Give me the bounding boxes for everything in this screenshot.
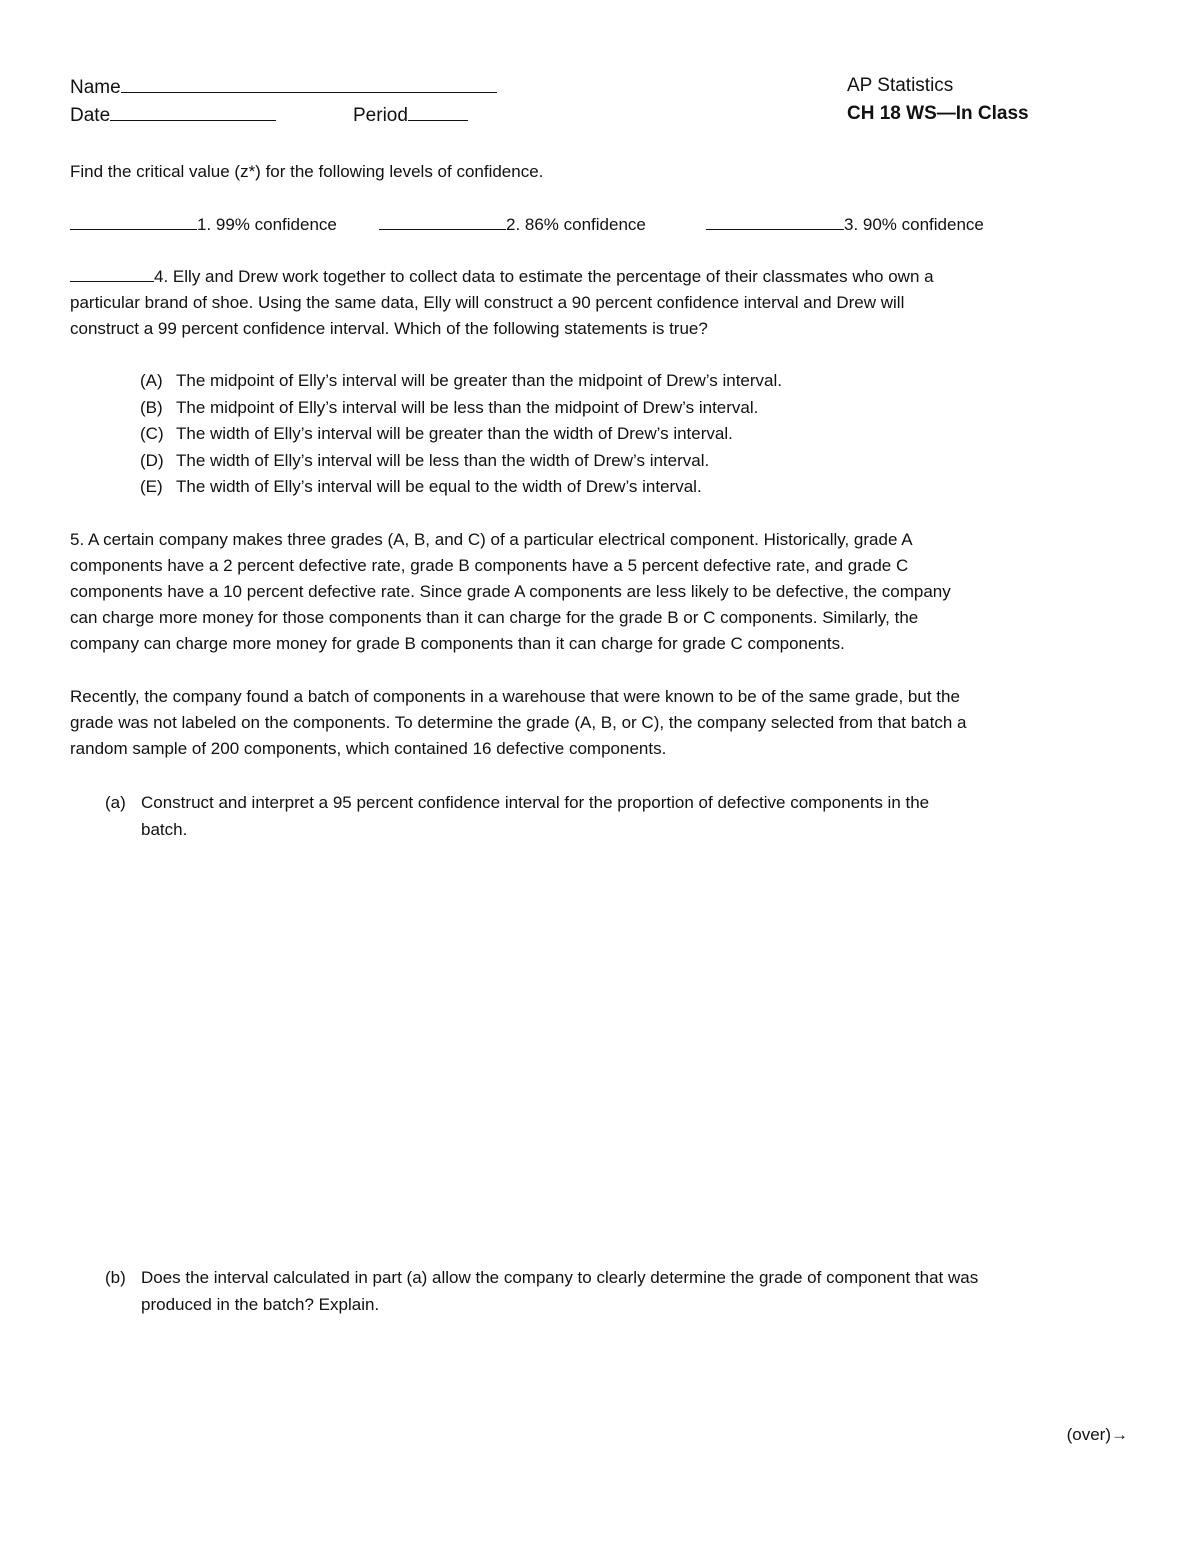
choice-b[interactable] <box>140 395 1130 422</box>
critical-value-label-1: 1. 99% confidence <box>197 215 337 234</box>
choice-a[interactable] <box>140 368 1130 395</box>
part-a-line-2: batch. <box>141 820 188 839</box>
period-field <box>353 102 468 128</box>
choice-text: The width of Elly’s interval will be less than the width of Drew’s interval. <box>176 450 710 470</box>
name-label: Name <box>70 77 121 98</box>
choice-letter: (C) <box>140 424 164 443</box>
question-5-part-b <box>105 1264 1135 1318</box>
choice-text: The midpoint of Elly’s interval will be greater than the midpoint of Drew’s interval. <box>176 371 782 390</box>
answer-blank-2[interactable] <box>379 211 506 230</box>
critical-value-item-1 <box>70 211 337 238</box>
critical-value-label-2: 2. 86% confidence <box>506 215 646 234</box>
critical-value-item-3 <box>706 211 984 238</box>
period-label: Period <box>353 105 408 126</box>
question-4-number: 4. <box>154 267 169 286</box>
date-blank[interactable] <box>110 102 276 121</box>
choice-letter: (E) <box>140 477 163 496</box>
question-5-paragraph-2 <box>70 684 1130 762</box>
name-blank[interactable] <box>121 74 497 93</box>
choice-c[interactable] <box>140 421 1130 448</box>
q5-p1-line: components have a 10 percent defective rate. Since grade A components are less likely to be defective, the company <box>70 582 951 601</box>
q5-p1-line: can charge more money for those components than it can charge for the grade B or C components. Similarly, the <box>70 608 919 627</box>
choice-d[interactable] <box>140 448 1130 475</box>
q5-p2-line: random sample of 200 components, which contained 16 defective components. <box>70 739 667 758</box>
question-4 <box>70 263 1130 342</box>
choice-letter: (A) <box>140 371 163 390</box>
period-blank[interactable] <box>408 102 468 121</box>
choice-text: The midpoint of Elly’s interval will be less than the midpoint of Drew’s interval. <box>176 397 759 417</box>
name-field <box>70 74 497 100</box>
question-4-line-1: 4. Elly and Drew work together to collect data to estimate the percentage of their classmates who own a <box>70 263 1130 290</box>
worksheet-title: CH 18 WS—In Class <box>847 103 1029 124</box>
choice-text: The width of Elly’s interval will be greater than the width of Drew’s interval. <box>176 424 733 443</box>
q5-p1-line: company can charge more money for grade B components than it can charge for grade C components. <box>70 634 845 653</box>
question-5-paragraph-1 <box>70 527 1130 657</box>
part-b-letter: (b) <box>105 1268 126 1287</box>
q5-p2-line: grade was not labeled on the components. To determine the grade (A, B, or C), the company selected from that batch a <box>70 713 967 732</box>
answer-blank-1[interactable] <box>70 211 197 230</box>
course-title: AP Statistics <box>847 75 954 96</box>
choice-text: The width of Elly’s interval will be equal to the width of Drew’s interval. <box>176 477 702 496</box>
over-arrow-note: (over)→ <box>1066 1425 1128 1444</box>
choice-e[interactable] <box>140 474 1130 501</box>
q5-p1-line: 5. A certain company makes three grades (A, B, and C) of a particular electrical component. Historically, grade A <box>70 530 913 549</box>
date-field <box>70 102 276 128</box>
part-a-line-1: Construct and interpret a 95 percent confidence interval for the proportion of defective components in the <box>141 793 930 812</box>
part-a-answer-space[interactable] <box>140 850 1130 1250</box>
q5-p1-line: components have a 2 percent defective rate, grade B components have a 5 percent defective rate, and grade C <box>70 556 909 575</box>
part-a-letter: (a) <box>105 793 126 812</box>
date-label: Date <box>70 105 111 126</box>
critical-value-label-3: 3. 90% confidence <box>844 215 984 234</box>
part-b-line-2: produced in the batch? Explain. <box>141 1295 380 1314</box>
choice-letter: (B) <box>140 397 163 417</box>
question-4-line-2: particular brand of shoe. Using the same data, Elly will construct a 90 percent confidence interval and Drew will <box>70 293 905 312</box>
question-5-part-a <box>105 789 1135 843</box>
instructions: Find the critical value (z*) for the following levels of confidence. <box>70 162 544 181</box>
q5-p2-line: Recently, the company found a batch of components in a warehouse that were known to be of the same grade, but the <box>70 687 960 706</box>
choice-letter: (D) <box>140 450 164 470</box>
critical-value-item-2 <box>379 211 646 238</box>
answer-blank-3[interactable] <box>706 211 844 230</box>
question-4-line-3: construct a 99 percent confidence interval. Which of the following statements is true? <box>70 319 708 338</box>
part-b-answer-space[interactable] <box>140 1325 1130 1415</box>
part-b-line-1: Does the interval calculated in part (a) allow the company to clearly determine the grade of component that was <box>141 1268 979 1287</box>
question-4-choices <box>140 368 1130 501</box>
answer-blank-4[interactable] <box>70 263 154 282</box>
